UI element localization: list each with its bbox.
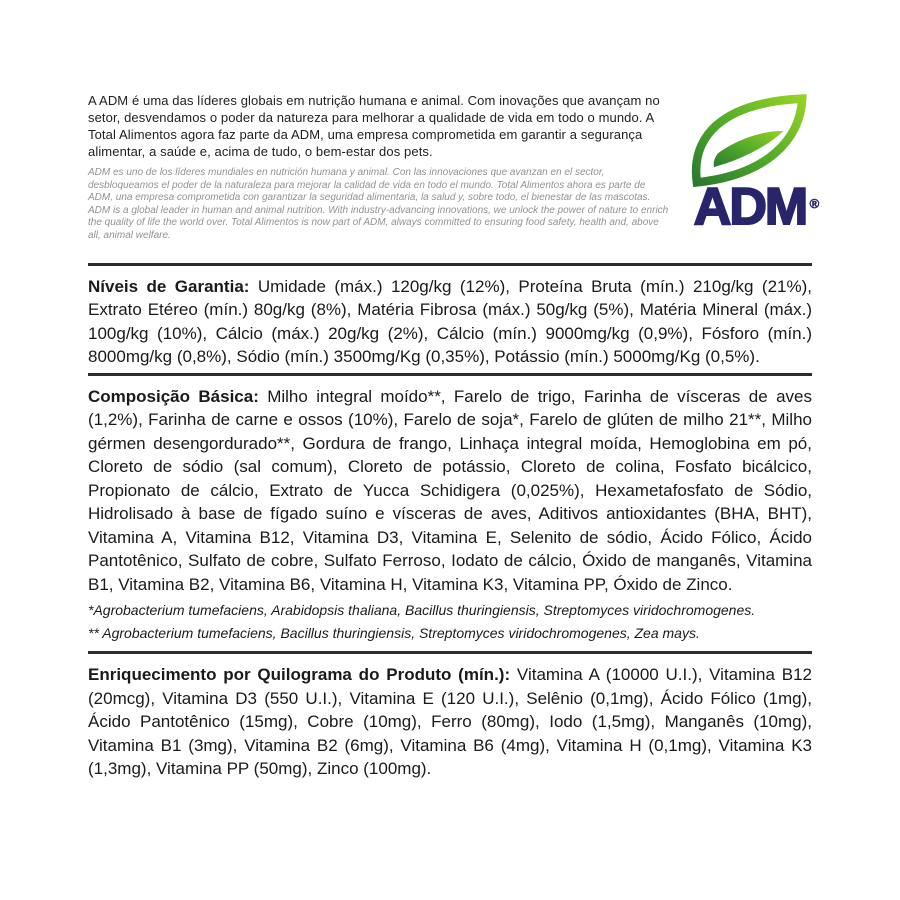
intro-block: [88, 0, 820, 243]
gmo-footnotes: [88, 599, 812, 644]
product-label: [88, 0, 820, 781]
adm-wordmark: [693, 178, 820, 236]
intro-portuguese-paragraph: A ADM é uma das líderes globais em nutrição humana e animal. Com inovações que avançam no setor, desvendamos o poder da natureza para melhorar a qualidade de vida em todo o mundo. A Total Alimentos agora faz parte da ADM, uma empresa comprometida em garantir a segurança alimentar, a saúde e, acima de tudo, o bem-estar dos pets.: [88, 93, 660, 159]
section-divider-bottom: [88, 651, 812, 654]
intro-spanish-english-paragraph: ADM es uno de los líderes mundiales en nutrición humana y animal. Con las innovaciones que avanzan en el sector, desbloqueamos el poder de la naturaleza para mejorar la calidad de vida en todo el mundo. Total Alimentos ahora es parte de ADM, una empresa comprometida con garantizar la seguridad alimentaria, la salud y, sobre todo, el bienestar de las mascotas. ADM is a global leader in human and animal nutrition. With industry-advancing innovations, we unlock the power of nature to enrich the quality of life the world over. Total Alimentos is now part of ADM, always committed to ensuring food safety, health and, above all, animal welfare.: [88, 167, 669, 241]
enrichment-label: Enriquecimento por Quilograma do Produto (mín.):: [88, 665, 511, 685]
basic-composition-text: Milho integral moído**, Farelo de trigo, Farinha de vísceras de aves (1,2%), Farinha de carne e ossos (10%), Farelo de soja*, Farelo de glúten de milho 21**, Milho gérmen desengordurado**, Gordura de frango, Linhaça integral moída, Hemoglobina em pó, Cloreto de sódio (sal comum), Cloreto de potássio, Cloreto de colina, Fosfato bicálcico, Propionato de cálcio, Extrato de Yucca Schidigera (0,025%), Hexametafosfato de Sódio, Hidrolisado à base de fígado suíno e vísceras de aves, Aditivos antioxidantes (BHA, BHT), Vitamina A, Vitamina B12, Vitamina D3, Vitamina E, Selenito de sódio, Ácido Fólico, Ácido Pantotênico, Sulfato de cobre, Sulfato Ferroso, Iodato de cálcio, Óxido de manganês, Vitamina B1, Vitamina B2, Vitamina B6, Vitamina H, Vitamina K3, Vitamina PP, Óxido de Zinco.: [88, 386, 812, 594]
footnote-double-asterisk: ** Agrobacterium tumefaciens, Bacillus thuringiensis, Streptomyces viridochromogenes, Zea mays.: [88, 624, 700, 641]
adm-leaf-icon: [687, 90, 813, 192]
basic-composition-label: Composição Básica:: [88, 386, 259, 406]
adm-logo: [670, 90, 830, 236]
registered-trademark-symbol: ®: [809, 196, 820, 211]
enrichment-text: Vitamina A (10000 U.I.), Vitamina B12 (20mcg), Vitamina D3 (550 U.I.), Vitamina E (120 U.I.), Selênio (0,1mg), Ácido Fólico (1mg), Ácido Pantotênico (15mg), Cobre (10mg), Ferro (80mg), Iodo (1,5mg), Manganês (10mg), Vitamina B1 (3mg), Vitamina B2 (6mg), Vitamina B6 (4mg), Vitamina H (0,1mg), Vitamina K3 (1,3mg), Vitamina PP (50mg), Zinco (100mg).: [88, 665, 813, 779]
guarantee-levels-label: Níveis de Garantia:: [88, 276, 250, 296]
adm-wordmark-text: ADM: [693, 178, 807, 236]
basic-composition-paragraph: [88, 385, 812, 597]
guarantee-levels-paragraph: [88, 275, 812, 369]
guarantee-levels-text: Umidade (máx.) 120g/kg (12%), Proteína Bruta (mín.) 210g/kg (21%), Extrato Etéreo (mín.) 80g/kg (8%), Matéria Fibrosa (máx.) 50g/kg (5%), Matéria Mineral (máx.) 100g/kg (10%), Cálcio (máx.) 20g/kg (2%), Cálcio (mín.) 9000mg/kg (0,9%), Fósforo (mín.) 8000mg/kg (0,8%), Sódio (mín.) 3500mg/Kg (0,35%), Potássio (mín.) 5000mg/Kg (0,5%).: [88, 276, 812, 367]
section-divider-middle: [88, 373, 812, 376]
enrichment-paragraph: [88, 663, 812, 781]
section-divider-top: [88, 263, 812, 266]
intro-text-column: [88, 92, 670, 243]
footnote-single-asterisk: *Agrobacterium tumefaciens, Arabidopsis thaliana, Bacillus thuringiensis, Streptomyces viridochromogenes.: [88, 602, 756, 619]
